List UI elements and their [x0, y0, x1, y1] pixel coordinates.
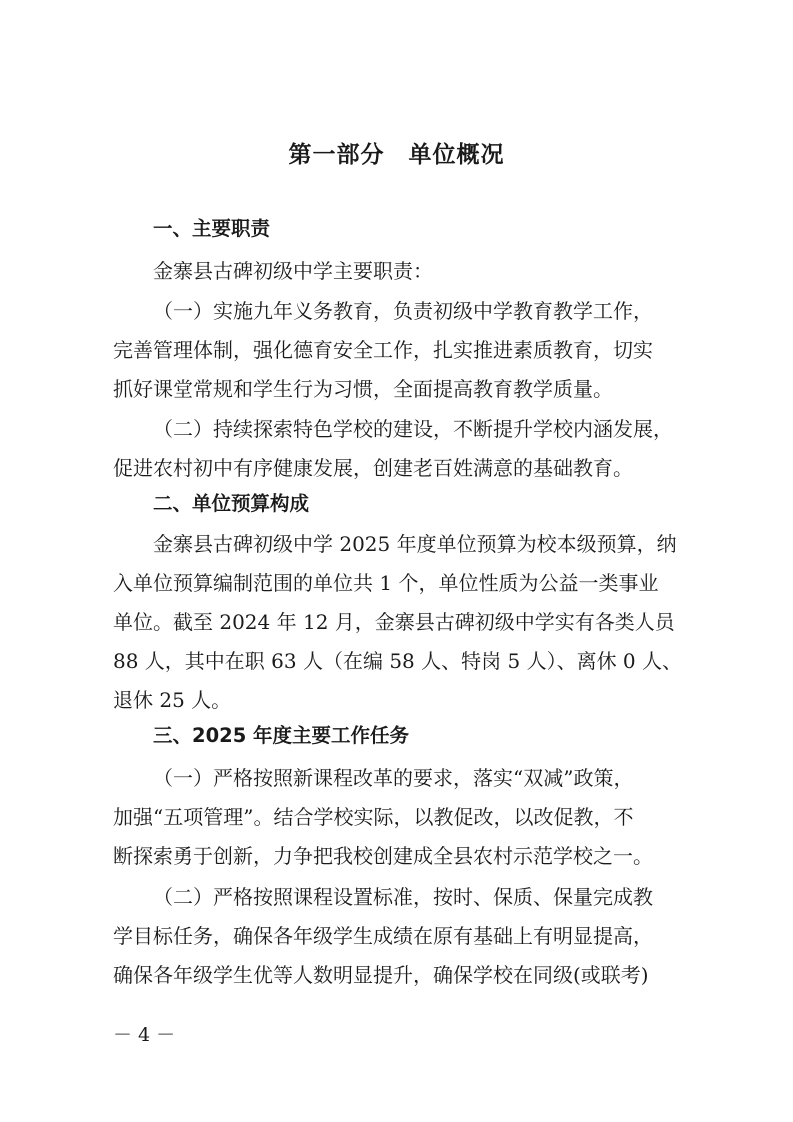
paragraph-line: （一）实施九年义务教育，负责初级中学教育教学工作，: [153, 299, 653, 323]
paragraph-line: 88 人，其中在职 63 人（在编 58 人、特岗 5 人）、离休 0 人、: [113, 649, 683, 673]
paragraph-line: （一）严格按照新课程改革的要求，落实“双减”政策，: [153, 766, 634, 790]
paragraph-line: 金寨县古碑初级中学 2025 年度单位预算为校本级预算，纳: [153, 532, 677, 556]
paragraph-line: 完善管理体制，强化德育安全工作，扎实推进素质教育，切实: [113, 338, 653, 362]
section-heading-budget: 二、单位预算构成: [153, 492, 310, 515]
paragraph-line: 入单位预算编制范围的单位共 1 个，单位性质为公益一类事业: [113, 571, 659, 595]
paragraph-line: 金寨县古碑初级中学主要职责：: [153, 259, 433, 283]
paragraph-line: 退休 25 人。: [113, 688, 232, 712]
page-title: 第一部分 单位概况: [288, 142, 505, 168]
paragraph-line: 学目标任务，确保各年级学生成绩在原有基础上有明显提高，: [113, 924, 653, 948]
section-heading-duties: 一、主要职责: [153, 217, 271, 240]
paragraph-line: 促进农村初中有序健康发展，创建老百姓满意的基础教育。: [113, 456, 633, 480]
paragraph-line: （二）严格按照课程设置标准，按时、保质、保量完成教: [153, 885, 653, 909]
page-number: － 4 －: [113, 1024, 176, 1046]
paragraph-line: 抓好课堂常规和学生行为习惯，全面提高教育教学质量。: [113, 377, 613, 401]
section-heading-tasks: 三、2025 年度主要工作任务: [153, 724, 410, 747]
paragraph-line: 确保各年级学生优等人数明显提升，确保学校在同级(或联考): [113, 963, 649, 987]
paragraph-line: （二）持续探索特色学校的建设，不断提升学校内涵发展，: [153, 417, 673, 441]
paragraph-line: 加强“五项管理”。结合学校实际，以教促改，以改促教，不: [113, 805, 634, 829]
paragraph-line: 单位。截至 2024 年 12 月，金寨县古碑初级中学实有各类人员: [113, 610, 675, 634]
paragraph-line: 断探索勇于创新，力争把我校创建成全县农村示范学校之一。: [113, 844, 653, 868]
